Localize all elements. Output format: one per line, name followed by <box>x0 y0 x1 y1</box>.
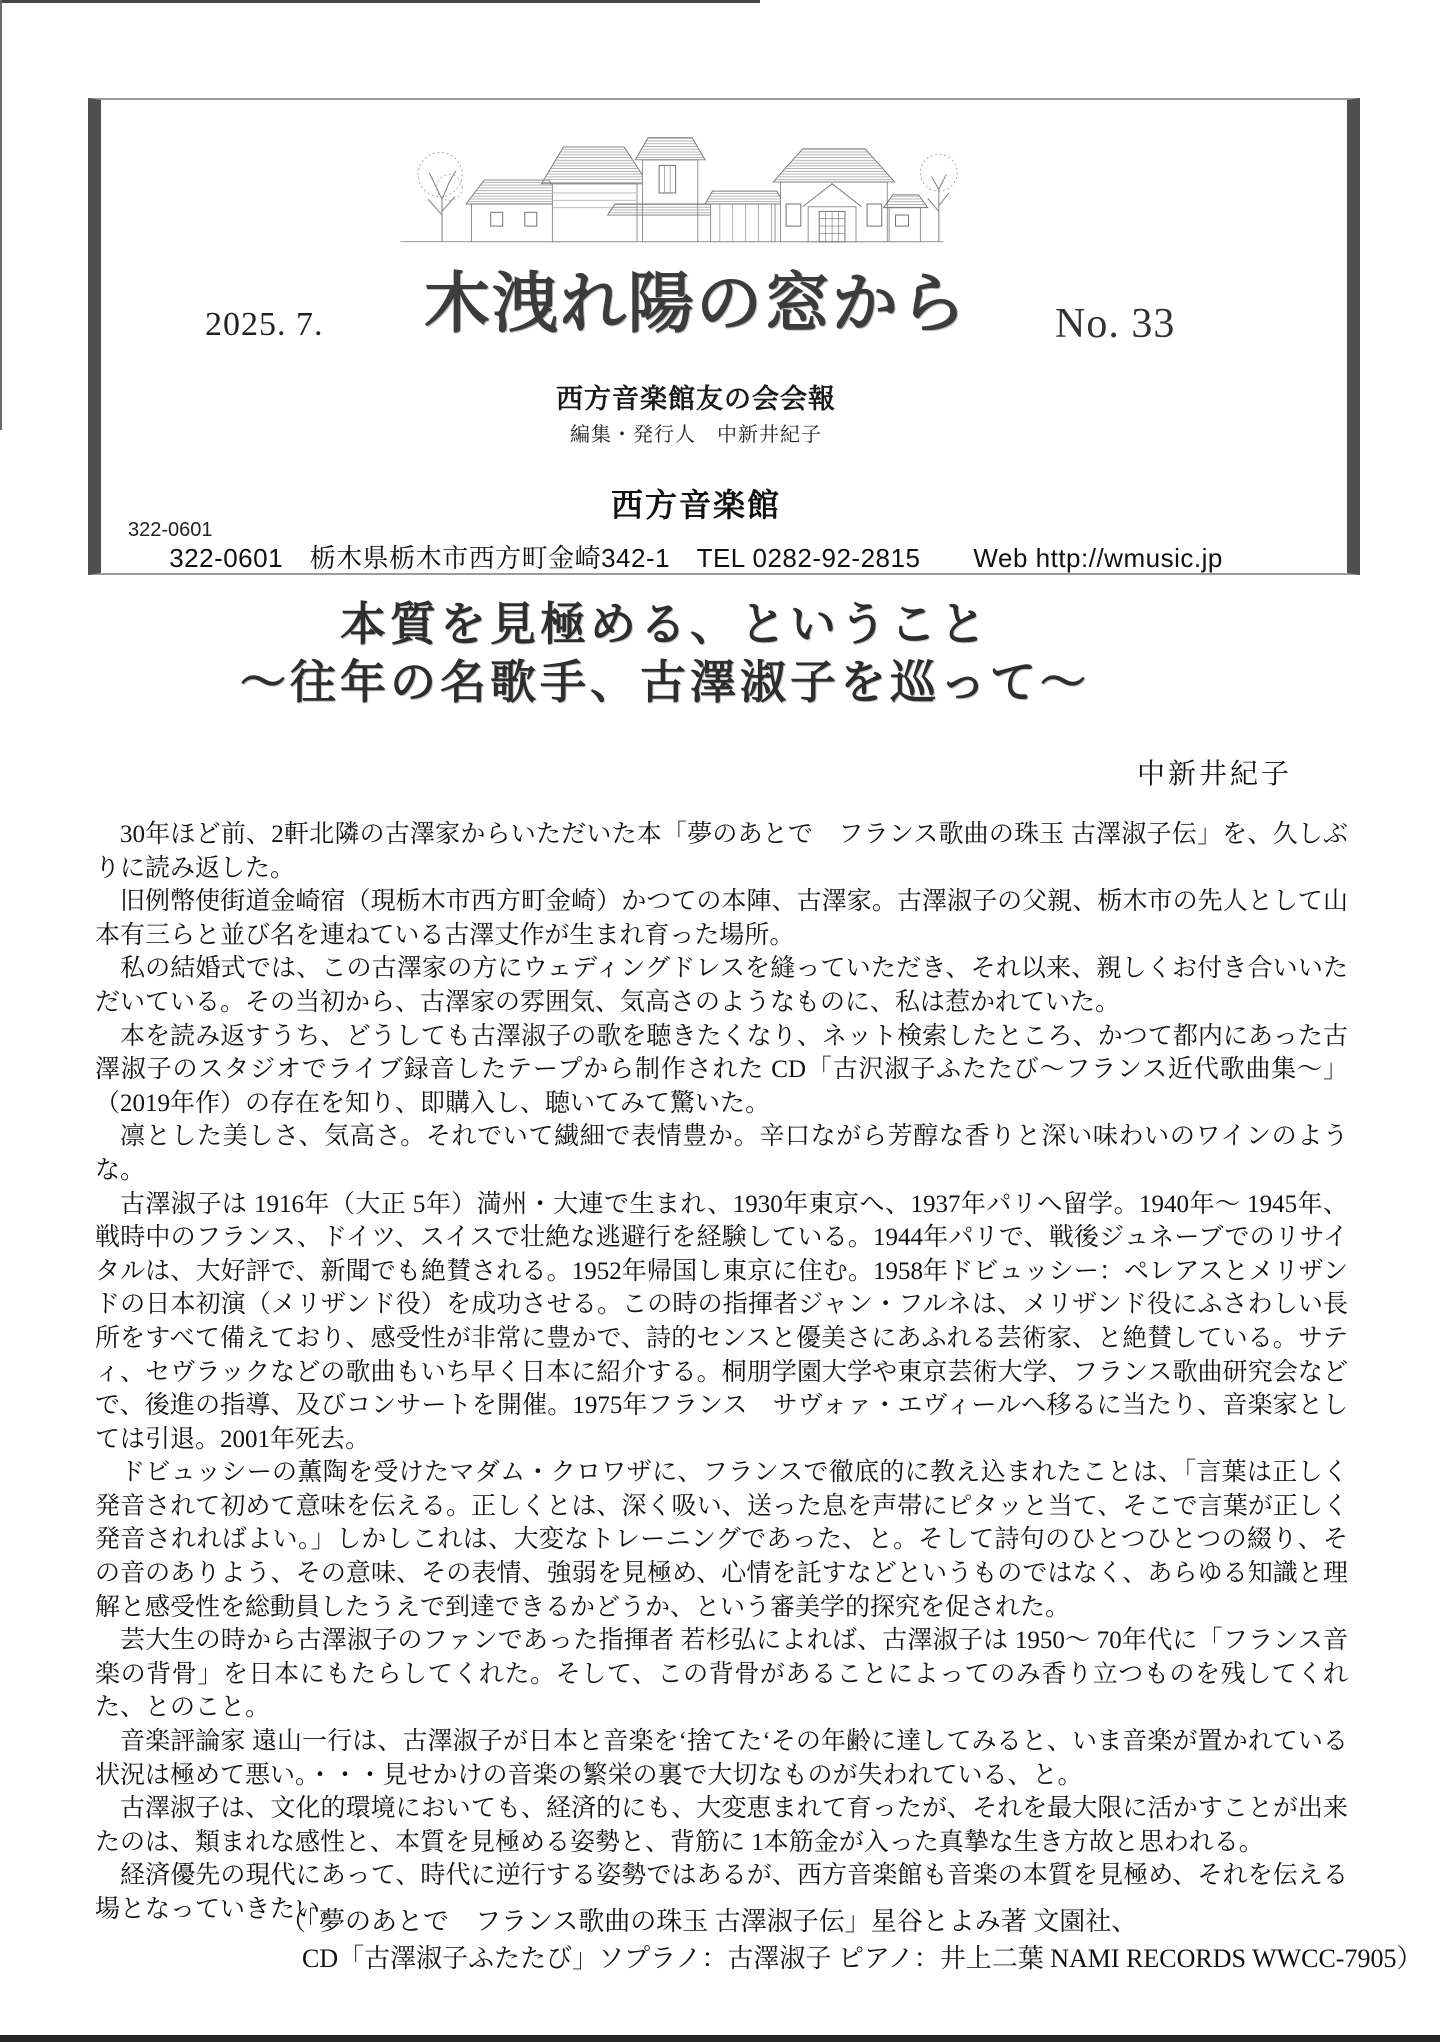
article-footnote-line1: （「夢のあとで フランス歌曲の珠玉 古澤淑子伝」星谷とよみ著 文園社、 <box>280 1907 1138 1936</box>
scan-artifact-top <box>0 0 760 3</box>
postal-code: 322-0601 <box>128 519 213 541</box>
masthead-inner <box>101 100 1291 573</box>
article-paragraph: 古澤淑子は、文化的環境においても、経済的にも、大変恵まれて育ったが、それを最大限に活かすことが出来たのは、類まれな感性と、本質を見極める姿勢と、背筋に 1本筋金が入った真摯な生き方故と思われる。 <box>95 1795 1348 1856</box>
article-paragraph: 芸大生の時から古澤淑子のファンであった指揮者 若杉弘によれば、古澤淑子は 1950〜 70年代に「フランス音楽の背骨」を日本にもたらしてくれた。そして、この背骨があることによってのみ香り立つものを残してくれた、とのこと。 <box>95 1627 1348 1722</box>
article-title-line2: 〜往年の名歌手、古澤淑子を巡って〜 <box>240 657 1090 708</box>
scan-artifact-bottom <box>0 2035 1440 2042</box>
article-body <box>95 818 1348 1927</box>
article-paragraph: 旧例幣使街道金崎宿（現栃木市西方町金崎）かつての本陣、古澤家。古澤淑子の父親、栃木市の先人として山本有三らと並び名を連ねている古澤丈作が生まれ育った場所。 <box>95 888 1348 949</box>
article-paragraph: 私の結婚式では、この古澤家の方にウェディングドレスを縫っていただき、それ以来、親しくお付き合いいただいている。その当初から、古澤家の雰囲気、気高さのようなものに、私は惹かれていた。 <box>95 955 1348 1016</box>
article-author: 中新井紀子 <box>1136 759 1292 790</box>
article-paragraph: 本を読み返すうち、どうしても古澤淑子の歌を聴きたくなり、ネット検索したところ、かつて都内にあった古澤淑子のスタジオでライブ録音したテープから制作された CD「古沢淑子ふたたび〜フランス近代歌曲集〜」（2019年作）の存在を知り、即購入し、聴いてみて驚いた。 <box>95 1022 1348 1117</box>
masthead-box <box>88 98 1360 575</box>
article-paragraph: ドビュッシーの薫陶を受けたマダム・クロワザに、フランスで徹底的に教え込まれたことは、「言葉は正しく発音されて初めて意味を伝える。正しくとは、深く吸い、送った息を声帯にピタッと当て、そこで言葉が正しく発音されればよい。」しかしこれは、大変なトレーニングであった、と。そして詩句のひとつひとつの綴り、その音のありよう、その意味、その表情、強弱を見極め、心情を託すなどというものではなく、あらゆる知識と理解と感受性を総動員したうえで到達できるかどうか、という審美学的探究を促された。 <box>95 1459 1348 1621</box>
newsletter-title: 木洩れ陽の窓から <box>424 268 968 341</box>
organization-name: 西方音楽館 <box>610 487 781 523</box>
issue-date: 2025. 7. <box>205 306 324 343</box>
building-illustration <box>101 112 1291 255</box>
newsletter-subtitle: 西方音楽館友の会会報 <box>556 384 836 414</box>
article-paragraph: 凛とした美しさ、気高さ。それでいて繊細で表情豊か。辛口ながら芳醇な香りと深い味わいのワインのような。 <box>95 1123 1348 1184</box>
issue-number: No. 33 <box>1055 301 1176 347</box>
article-paragraph: 古澤淑子は 1916年（大正 5年）満州・大連で生まれ、1930年東京へ、1937年パリへ留学。1940年〜 1945年、戦時中のフランス、ドイツ、スイスで壮絶な逃避行を経験している。1944年パリで、戦後ジュネーブでのリサイタルは、大好評で、新聞でも絶賛される。1952年帰国し東京に住む。1958年ドビュッシー：ペレアスとメリザンドの日本初演（メリザンド役）を成功させる。この時の指揮者ジャン・フルネは、メリザンド役にふさわしい長所をすべて備えており、感受性が非常に豊かで、詩的センスと優美さにあふれる芸術家、と絶賛している。サティ、セヴラックなどの歌曲もいち早く日本に紹介する。桐朋学園大学や東京芸術大学、フランス歌曲研究会などで、後進の指導、及びコンサートを開催。1975年フランス サヴォァ・エヴィールへ移るに当たり、音楽家としては引退。2001年死去。 <box>95 1190 1348 1453</box>
article-paragraph: 経済優先の現代にあって、時代に逆行する姿勢ではあるが、西方音楽館も音楽の本質を見極め、それを伝える場となっていきたい。 <box>95 1862 1348 1923</box>
address-line: 322-0601 栃木県栃木市西方町金崎342-1 TEL 0282-92-2815 Web http://wmusic.jp <box>169 543 1223 573</box>
music-hall-line-art-icon <box>382 112 962 250</box>
article-footnote-line2: CD「古澤淑子ふたたび」ソプラノ：古澤淑子 ピアノ：井上二葉 NAMI RECORDS WWCC-7905） <box>302 1944 1423 1973</box>
article-title-line1: 本質を見極める、ということ <box>340 599 990 650</box>
editor-publisher-line: 編集・発行人 中新井紀子 <box>570 424 822 446</box>
article-paragraph: 30年ほど前、2軒北隣の古澤家からいただいた本「夢のあとで フランス歌曲の珠玉 古澤淑子伝」を、久しぶりに読み返した。 <box>95 821 1348 882</box>
article-header <box>0 596 1330 712</box>
article-paragraph: 音楽評論家 遠山一行は、古澤淑子が日本と音楽を‘捨てた‘その年齢に達してみると、いま音楽が置かれている状況は極めて悪い。・・・見せかけの音楽の繁栄の裏で大切なものが失われている、と。 <box>95 1728 1348 1789</box>
scan-artifact-left <box>0 0 2 430</box>
